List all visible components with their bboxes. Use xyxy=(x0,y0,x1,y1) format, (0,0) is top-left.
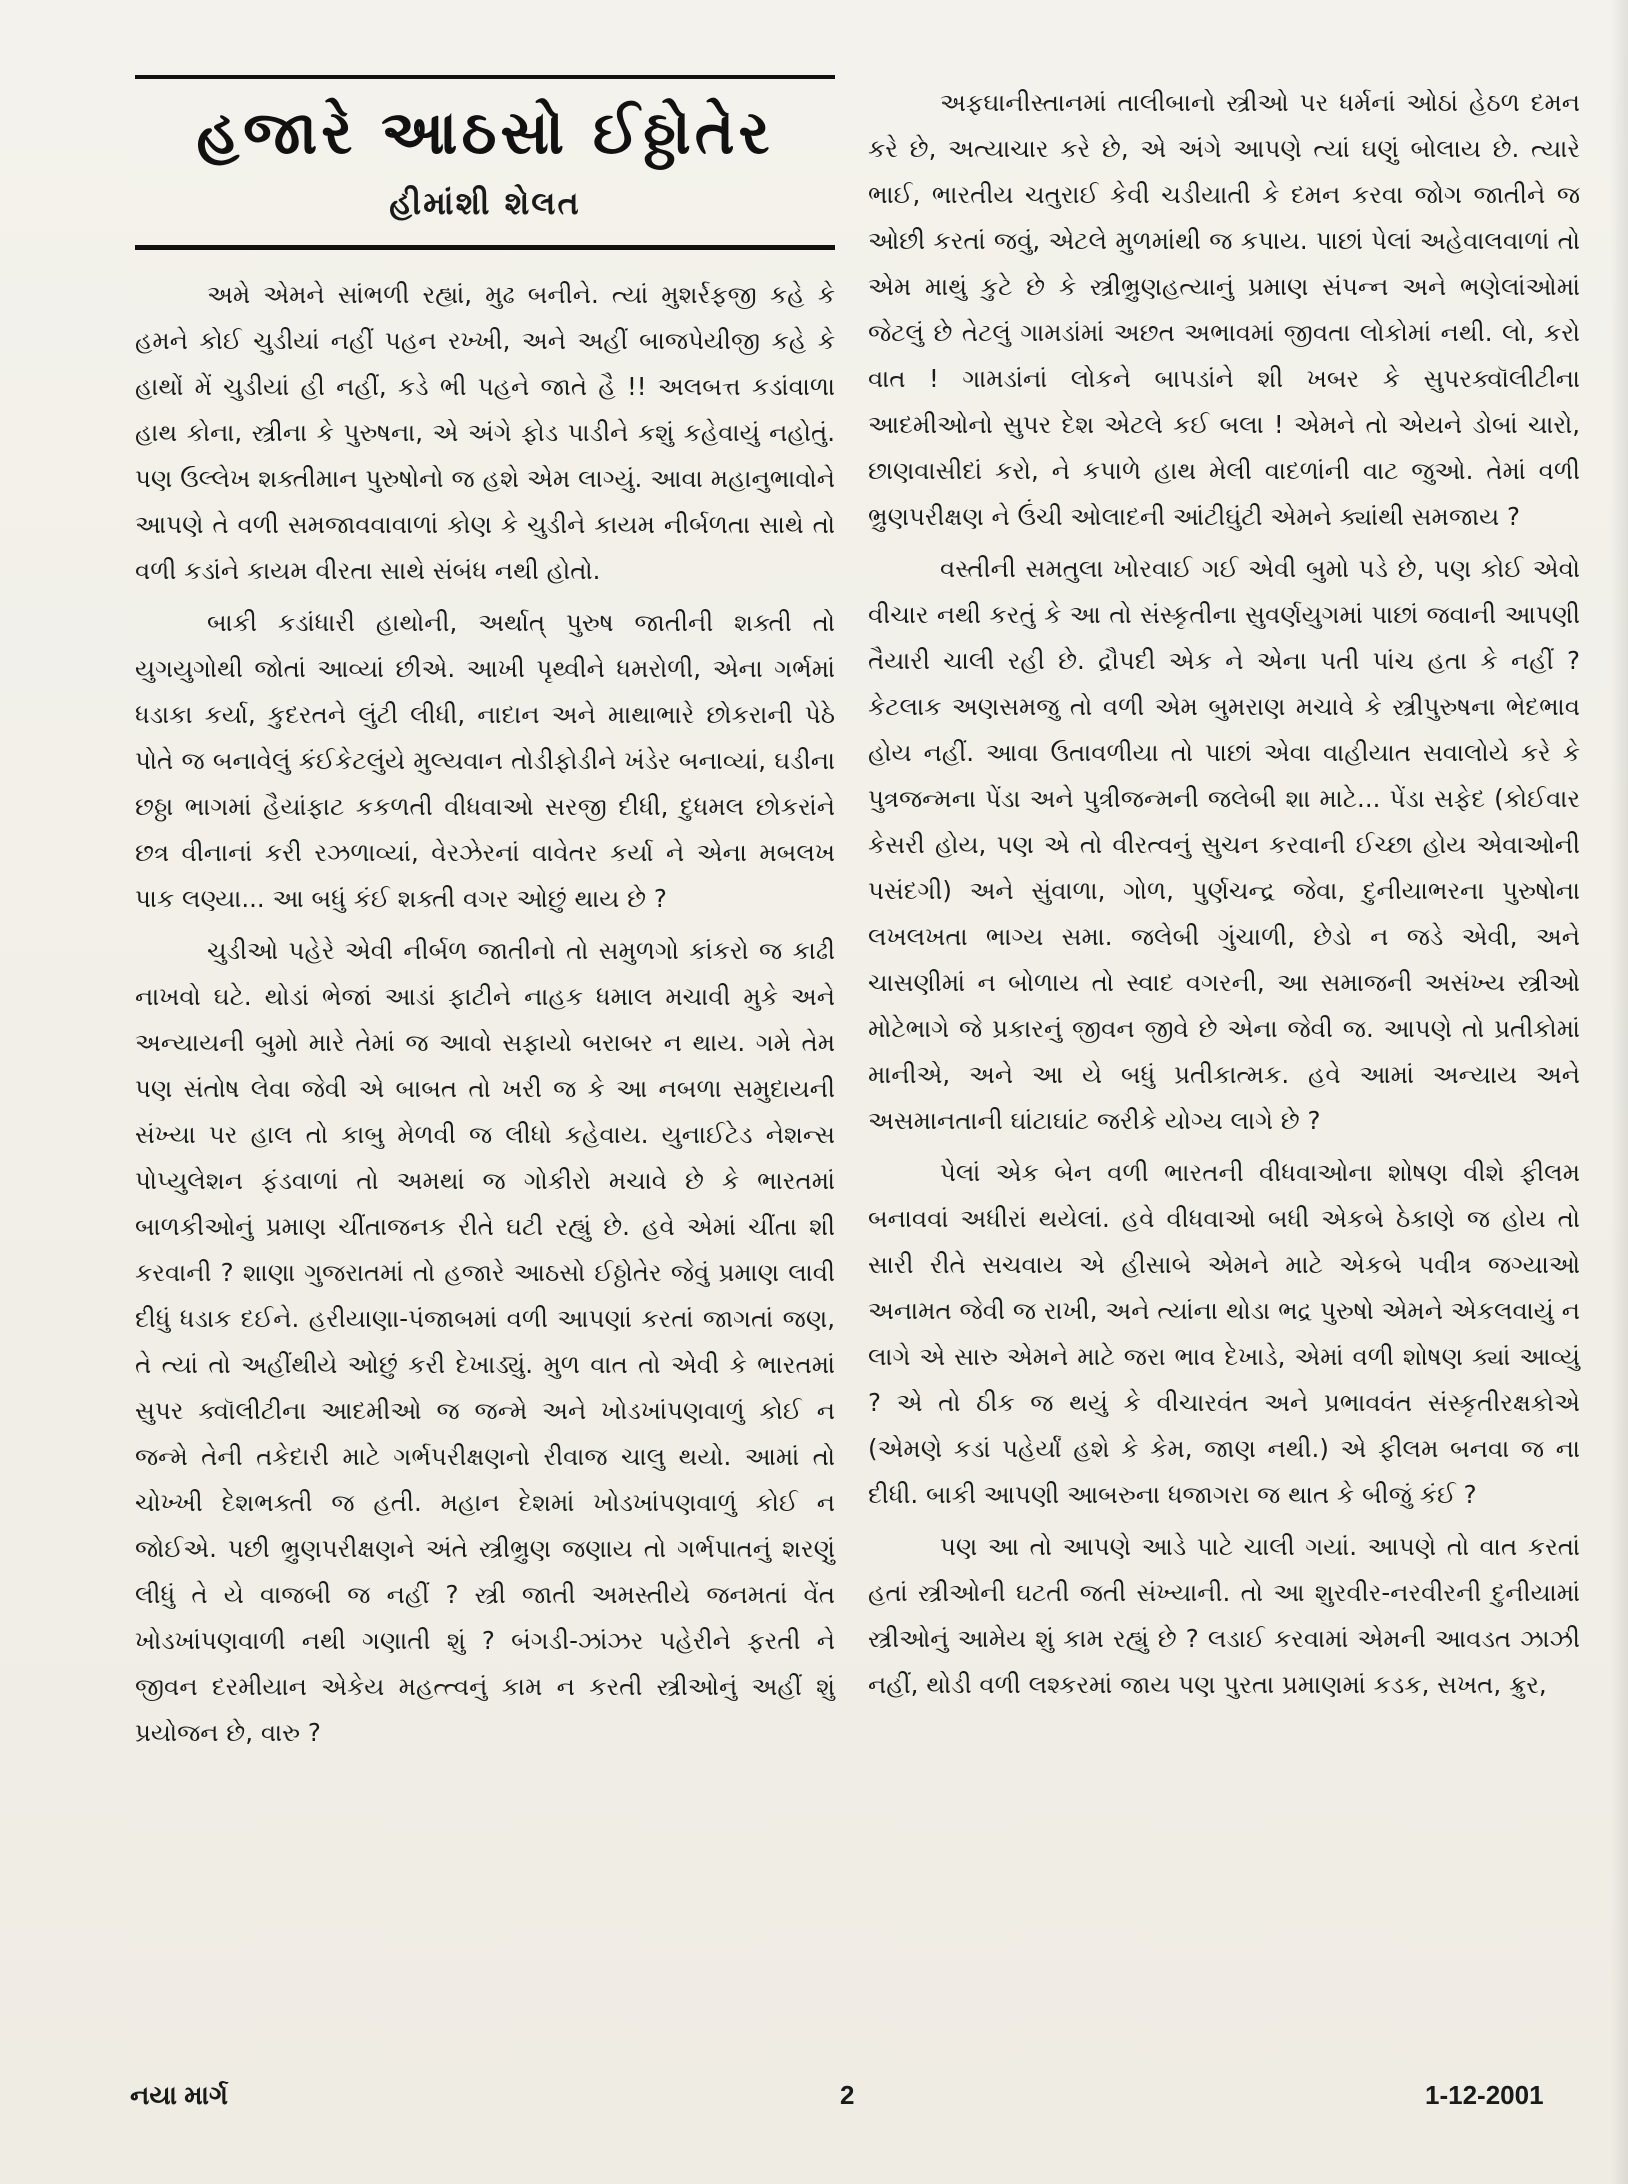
page-number: 2 xyxy=(840,2080,855,2110)
issue-date: 1-12-2001 xyxy=(1425,2080,1544,2110)
left-column xyxy=(135,75,835,1762)
page-edge-shadow xyxy=(1610,0,1628,2184)
paragraph: પણ આ તો આપણે આડે પાટે ચાલી ગયાં. આપણે તો વાત કરતાં હતાં સ્ત્રીઓની ઘટતી જતી સંખ્યાની. તો આ શુરવીર-નરવીરની દુનીયામાં સ્ત્રીઓનું આમેય શું કામ રહ્યું છે ? લડાઈ કરવામાં એમની આવડત ઝાઝી નહીં, થોડી વળી લશ્કરમાં જાય પણ પુરતા પ્રમાણમાં કડક, સખત, ક્રુર, xyxy=(868,1532,1580,1699)
title-bottom-rule xyxy=(135,245,835,250)
paragraph: ચુડીઓ પહેરે એવી નીર્બળ જાતીનો તો સમુળગો કાંકરો જ કાઢી નાખવો ઘટે. થોડાં ભેજાં આડાં ફાટીને નાહક ધમાલ મચાવી મુકે અને અન્યાયની બુમો મારે તેમાં જ આવો સફાયો બરાબર ન થાય. ગમે તેમ પણ સંતોષ લેવા જેવી એ બાબત તો ખરી જ કે આ નબળા સમુદાયની સંખ્યા પર હાલ તો કાબુ મેળવી જ લીધો કહેવાય. યુનાઈટેડ નેશન્સ પોપ્યુલેશન ફંડવાળાં તો અમથાં જ ગોકીરો મચાવે છે કે ભારતમાં બાળકીઓનું પ્રમાણ ચીંતાજનક રીતે ઘટી રહ્યું છે. હવે એમાં ચીંતા શી કરવાની ? શાણા ગુજરાતમાં તો હજારે આઠસો ઈઠ્ઠોતેર જેવું પ્રમાણ લાવી દીધું ધડાક દઈને. હરીયાણા-પંજાબમાં વળી આપણાં કરતાં જાગતાં જણ, તે ત્યાં તો અહીંથીયે ઓછું કરી દેખાડ્યું. મુળ વાત તો એવી કે ભારતમાં સુપર ક્વૉલીટીના આદમીઓ જ જન્મે અને ખોડખાંપણવાળું કોઈ ન જન્મે તેની તકેદારી માટે ગર્ભપરીક્ષણનો રીવાજ ચાલુ થયો. આમાં તો ચોખ્ખી દેશભક્તી જ હતી. મહાન દેશમાં ખોડખાંપણવાળું કોઈ ન જોઈએ. પછી ભ્રુણપરીક્ષણને અંતે સ્ત્રીભ્રુણ જણાય તો ગર્ભપાતનું શરણું લીધું તે યે વાજબી જ નહીં ? સ્ત્રી જાતી અમસ્તીયે જનમતાં વેંત ખોડખાંપણવાળી નથી ગણાતી શું ? બંગડી-ઝાંઝર પહેરીને ફરતી ને જીવન દરમીયાન એકેય મહત્ત્વનું કામ ન કરતી સ્ત્રીઓનું અહીં શું પ્રયોજન છે, વારુ ? xyxy=(135,936,835,1747)
page-footer xyxy=(0,2080,1628,2120)
right-column xyxy=(868,80,1580,1714)
article-author: હીમાંશી શેલત xyxy=(389,184,581,222)
paragraph: અમે એમને સાંભળી રહ્યાં, મુઢ બનીને. ત્યાં મુશર્રફજી કહે કે હમને કોઈ ચુડીયાં નહીં પહન રખ્ખી, અને અહીં બાજપેયીજી કહે કે હાથોં મેં ચુડીયાં હી નહીં, કડે ભી પહને જાતે હૈ !! અલબત્ત કડાંવાળા હાથ કોના, સ્ત્રીના કે પુરુષના, એ અંગે ફોડ પાડીને કશું કહેવાયું નહોતું. પણ ઉલ્લેખ શક્તીમાન પુરુષોનો જ હશે એમ લાગ્યું. આવા મહાનુભાવોને આપણે તે વળી સમજાવવાવાળાં કોણ કે ચુડીને કાયમ નીર્બળતા સાથે તો વળી કડાંને કાયમ વીરતા સાથે સંબંધ નથી હોતો. xyxy=(135,280,835,585)
title-top-rule xyxy=(135,75,835,79)
paragraph: વસ્તીની સમતુલા ખોરવાઈ ગઈ એવી બુમો પડે છે, પણ કોઈ એવો વીચાર નથી કરતું કે આ તો સંસ્કૃતીના સુવર્ણયુગમાં પાછાં જવાની આપણી તૈયારી ચાલી રહી છે. દ્રૌપદી એક ને એના પતી પાંચ હતા કે નહીં ? કેટલાક અણસમજુ તો વળી એમ બુમરાણ મચાવે કે સ્ત્રીપુરુષના ભેદભાવ હોય નહીં. આવા ઉતાવળીયા તો પાછાં એવા વાહીયાત સવાલોયે કરે કે પુત્રજન્મના પેંડા અને પુત્રીજન્મની જલેબી શા માટે... પેંડા સફેદ (કોઈવાર કેસરી હોય, પણ એ તો વીરત્વનું સુચન કરવાની ઈચ્છા હોય એવાઓની પસંદગી) અને સુંવાળા, ગોળ, પુર્ણચન્દ્ર જેવા, દુનીયાભરના પુરુષોના લખલખતા ભાગ્ય સમા. જલેબી ગુંચાળી, છેડો ન જડે એવી, અને ચાસણીમાં ન બોળાય તો સ્વાદ વગરની, આ સમાજની અસંખ્ય સ્ત્રીઓ મોટેભાગે જે પ્રકારનું જીવન જીવે છે એના જેવી જ. આપણે તો પ્રતીકોમાં માનીએ, અને આ યે બધું પ્રતીકાત્મક. હવે આમાં અન્યાય અને અસમાનતાની ઘાંટાઘાંટ જરીકે યોગ્ય લાગે છે ? xyxy=(868,554,1580,1135)
article-title: હજારે આઠસો ઈઠ્ઠોતેર xyxy=(196,98,774,168)
paragraph: બાકી કડાંધારી હાથોની, અર્થાત્ પુરુષ જાતીની શક્તી તો યુગયુગોથી જોતાં આવ્યાં છીએ. આખી પૃથ્વીને ધમરોળી, એના ગર્ભમાં ધડાકા કર્યા, કુદરતને લુંટી લીધી, નાદાન અને માથાભારે છોકરાની પેઠે પોતે જ બનાવેલું કંઈકેટલુંયે મુલ્યવાન તોડીફોડીને ખંડેર બનાવ્યાં, ઘડીના છઠ્ઠા ભાગમાં હૈયાંફાટ કકળતી વીધવાઓ સરજી દીધી, દુધમલ છોકરાંને છત્ર વીનાનાં કરી રઝળાવ્યાં, વેરઝેરનાં વાવેતર કર્યા ને એના મબલખ પાક લણ્યા... આ બધું કંઈ શક્તી વગર ઓછું થાય છે ? xyxy=(135,608,835,913)
paragraph: અફઘાનીસ્તાનમાં તાલીબાનો સ્ત્રીઓ પર ધર્મનાં ઓઠાં હેઠળ દમન કરે છે, અત્યાચાર કરે છે, એ અંગે આપણે ત્યાં ઘણું બોલાય છે. ત્યારે ભાઈ, ભારતીય ચતુરાઈ કેવી ચડીયાતી કે દમન કરવા જોગ જાતીને જ ઓછી કરતાં જવું, એટલે મુળમાંથી જ કપાય. પાછાં પેલાં અહેવાલવાળાં તો એમ માથું કુટે છે કે સ્ત્રીભ્રુણહત્યાનું પ્રમાણ સંપન્ન અને ભણેલાંઓમાં જેટલું છે તેટલું ગામડાંમાં અછત અભાવમાં જીવતા લોકોમાં નથી. લો, કરો વાત ! ગામડાંનાં લોકને બાપડાંને શી ખબર કે સુપરક્વૉલીટીના આદમીઓનો સુપર દેશ એટલે કઈ બલા ! એમને તો એયને ડોબાં ચારો, છાણવાસીદાં કરો, ને કપાળે હાથ મેલી વાદળાંની વાટ જુઓ. તેમાં વળી ભ્રુણપરીક્ષણ ને ઉંચી ઓલાદની આંટીઘુંટી એમને ક્યાંથી સમજાય ? xyxy=(868,88,1580,531)
paragraph: પેલાં એક બેન વળી ભારતની વીધવાઓના શોષણ વીશે ફીલમ બનાવવાં અધીરાં થયેલાં. હવે વીધવાઓ બધી એકબે ઠેકાણે જ હોય તો સારી રીતે સચવાય એ હીસાબે એમને માટે એકબે પવીત્ર જગ્યાઓ અનામત જેવી જ રાખી, અને ત્યાંના થોડા ભદ્ર પુરુષો એમને એકલવાયું ન લાગે એ સારુ એમને માટે જરા ભાવ દેખાડે, એમાં વળી શોષણ ક્યાં આવ્યું ? એ તો ઠીક જ થયું કે વીચારવંત અને પ્રભાવવંત સંસ્કૃતીરક્ષકોએ (એમણે કડાં પહેર્યાં હશે કે કેમ, જાણ નથી.) એ ફીલમ બનવા જ ના દીધી. બાકી આપણી આબરુના ધજાગરા જ થાત કે બીજું કંઈ ? xyxy=(868,1158,1580,1509)
publication-name: નયા માર્ગ xyxy=(130,2080,228,2110)
